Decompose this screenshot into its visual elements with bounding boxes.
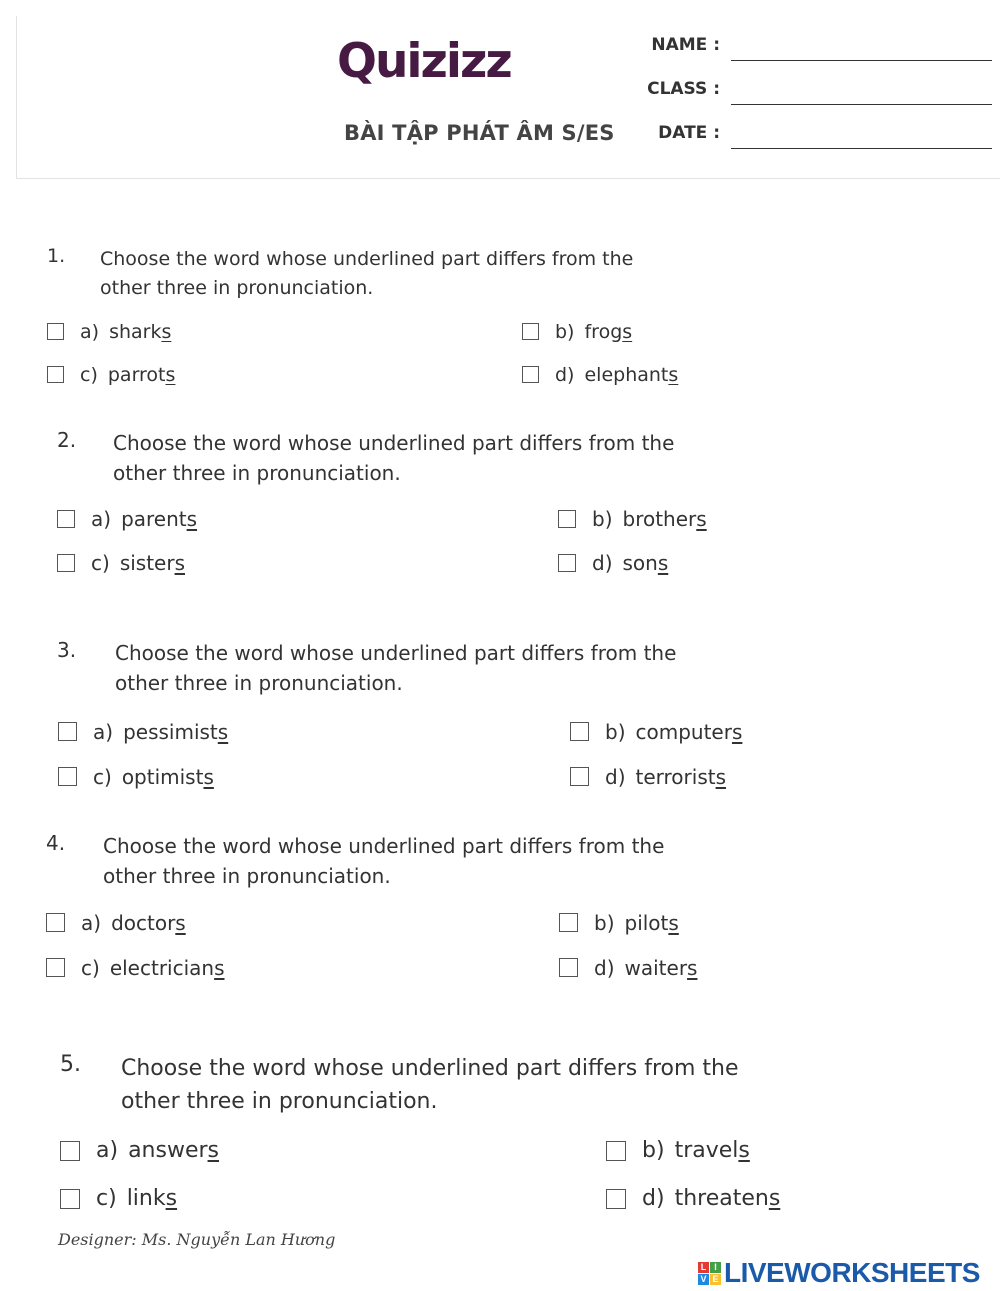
answer-option[interactable] [46,956,225,980]
question-text: Choose the word whose underlined part differs from the other three in pronunciation. [121,1056,739,1115]
quizizz-logo: Quizizz [337,34,511,89]
option-word [584,321,632,343]
option-word-stem: frog [584,320,623,343]
answer-checkbox[interactable] [558,554,576,572]
option-word-stem: son [622,551,658,575]
answer-option[interactable] [60,1186,177,1211]
answer-checkbox[interactable] [46,958,65,977]
name-field[interactable] [640,35,992,61]
option-letter: d) [592,551,613,575]
underlined-suffix: s [186,507,198,531]
option-letter: c) [96,1186,117,1211]
brand-tile-icon: L [698,1262,709,1273]
worksheet-title: BÀI TẬP PHÁT ÂM S/ES [344,121,615,145]
answer-option[interactable] [57,551,185,575]
answer-checkbox[interactable] [60,1141,80,1161]
brand-tile-icon: E [710,1274,721,1285]
answer-option[interactable] [570,765,726,789]
answer-checkbox[interactable] [558,510,576,528]
option-word-stem: pilot [624,910,669,935]
option-word [111,911,186,935]
name-line[interactable] [731,60,992,61]
answer-checkbox[interactable] [47,366,64,383]
option-word-stem: travel [674,1138,739,1163]
answer-option[interactable] [522,321,632,343]
option-letter: b) [592,507,613,531]
option-letter: b) [605,719,626,744]
option-word-stem: shark [109,320,162,343]
underlined-suffix: s [731,719,743,744]
answer-checkbox[interactable] [606,1141,626,1161]
option-letter: c) [91,551,110,575]
option-letter: d) [605,764,626,789]
option-word [110,956,225,980]
question-number: 5. [60,1052,81,1077]
answer-checkbox[interactable] [57,554,75,572]
underlined-suffix: s [768,1186,781,1211]
underlined-suffix: s [622,320,633,343]
underlined-suffix: s [165,363,176,386]
brand-tile-icon: I [710,1262,721,1273]
name-label: NAME : [651,35,720,55]
option-word [108,364,176,386]
answer-option[interactable] [60,1138,219,1163]
option-word [109,321,171,343]
option-word-stem: doctor [111,910,176,935]
answer-checkbox[interactable] [559,913,578,932]
option-word [121,507,197,531]
question-number: 4. [46,831,66,855]
option-word-stem: brother [622,507,697,531]
underlined-suffix: s [738,1138,750,1163]
option-word-stem: electrician [109,955,215,980]
answer-option[interactable] [606,1138,750,1163]
answer-option[interactable] [47,321,171,343]
option-letter: c) [93,764,112,789]
liveworksheets-brand: LIVEWORKSHEETS [724,1257,980,1288]
underlined-suffix: s [715,764,726,789]
option-word-stem: elephant [584,363,669,386]
option-word [123,720,228,744]
option-word [675,1138,750,1163]
underlined-suffix: s [214,955,225,980]
option-word [623,507,707,531]
option-word [623,551,669,575]
answer-option[interactable] [606,1186,780,1211]
answer-option[interactable] [58,765,214,789]
underlined-suffix: s [165,1186,178,1211]
answer-option[interactable] [47,364,175,386]
option-word-stem: link [126,1186,166,1211]
answer-checkbox[interactable] [522,366,539,383]
answer-checkbox[interactable] [606,1189,626,1209]
option-word [636,765,727,789]
option-word-stem: optimist [121,764,204,789]
answer-option[interactable] [558,551,668,575]
answer-checkbox[interactable] [570,767,589,786]
underlined-suffix: s [668,363,679,386]
question-text: Choose the word whose underlined part differs from the other three in pronunciation. [113,431,675,486]
question-text: Choose the word whose underlined part differs from the other three in pronunciation. [100,248,634,299]
answer-option[interactable] [46,911,186,935]
answer-checkbox[interactable] [570,722,589,741]
answer-checkbox[interactable] [47,323,64,340]
question-number: 3. [57,638,77,662]
option-word-stem: sister [119,551,175,575]
date-line[interactable] [731,148,992,149]
question-text: Choose the word whose underlined part differs from the other three in pronunciation. [103,834,665,889]
option-word-stem: answer [128,1138,208,1163]
answer-checkbox[interactable] [522,323,539,340]
option-word [122,765,214,789]
option-word [127,1186,177,1211]
option-word-stem: parrot [107,363,166,386]
question-number: 1. [47,245,66,267]
option-letter: a) [93,719,114,744]
option-letter: c) [81,955,100,980]
date-label: DATE : [658,123,720,143]
option-letter: b) [594,910,615,935]
designer-credit: Designer: Ms. Nguyễn Lan Hương [58,1230,336,1249]
option-letter: a) [80,320,100,343]
question-text: Choose the word whose underlined part differs from the other three in pronunciation. [115,641,677,696]
answer-checkbox[interactable] [57,510,75,528]
option-word-stem: waiter [624,955,688,980]
question-number: 2. [57,428,77,452]
option-word [625,911,679,935]
answer-checkbox[interactable] [60,1189,80,1209]
option-letter: c) [80,363,98,386]
option-letter: a) [91,507,112,531]
option-word-stem: threaten [674,1186,769,1211]
answer-checkbox[interactable] [46,913,65,932]
underlined-suffix: s [175,910,186,935]
answer-option[interactable] [58,720,228,744]
option-letter: b) [555,320,575,343]
answer-checkbox[interactable] [559,958,578,977]
answer-option[interactable] [559,911,679,935]
option-letter: b) [642,1138,665,1163]
option-word [120,551,185,575]
underlined-suffix: s [696,507,707,531]
answer-checkbox[interactable] [58,767,77,786]
underlined-suffix: s [174,551,185,575]
answer-checkbox[interactable] [58,722,77,741]
liveworksheets-logo [698,1257,980,1289]
underlined-suffix: s [657,551,669,575]
answer-option[interactable] [522,364,678,386]
underlined-suffix: s [207,1138,220,1163]
underlined-suffix: s [217,719,229,744]
underlined-suffix: s [203,764,214,789]
underlined-suffix: s [161,320,172,343]
class-label: CLASS : [647,79,720,99]
underlined-suffix: s [687,955,698,980]
option-word [625,956,698,980]
class-line[interactable] [731,104,992,105]
option-word [636,720,743,744]
option-word [584,364,678,386]
answer-option[interactable] [559,956,697,980]
option-letter: d) [642,1186,665,1211]
class-field[interactable] [640,79,992,105]
option-word-stem: pessimist [123,719,218,744]
option-letter: d) [594,955,615,980]
option-word [675,1186,781,1211]
date-field[interactable] [640,123,992,149]
option-word-stem: parent [121,507,187,531]
option-letter: d) [555,363,575,386]
option-word [128,1138,219,1163]
answer-option[interactable] [570,720,742,744]
answer-option[interactable] [558,507,707,531]
option-letter: a) [81,910,102,935]
option-word-stem: computer [635,719,732,744]
underlined-suffix: s [668,910,679,935]
liveworksheets-icon [698,1262,721,1285]
option-letter: a) [96,1138,119,1163]
brand-tile-icon: V [698,1274,709,1285]
option-word-stem: terrorist [635,764,716,789]
answer-option[interactable] [57,507,197,531]
